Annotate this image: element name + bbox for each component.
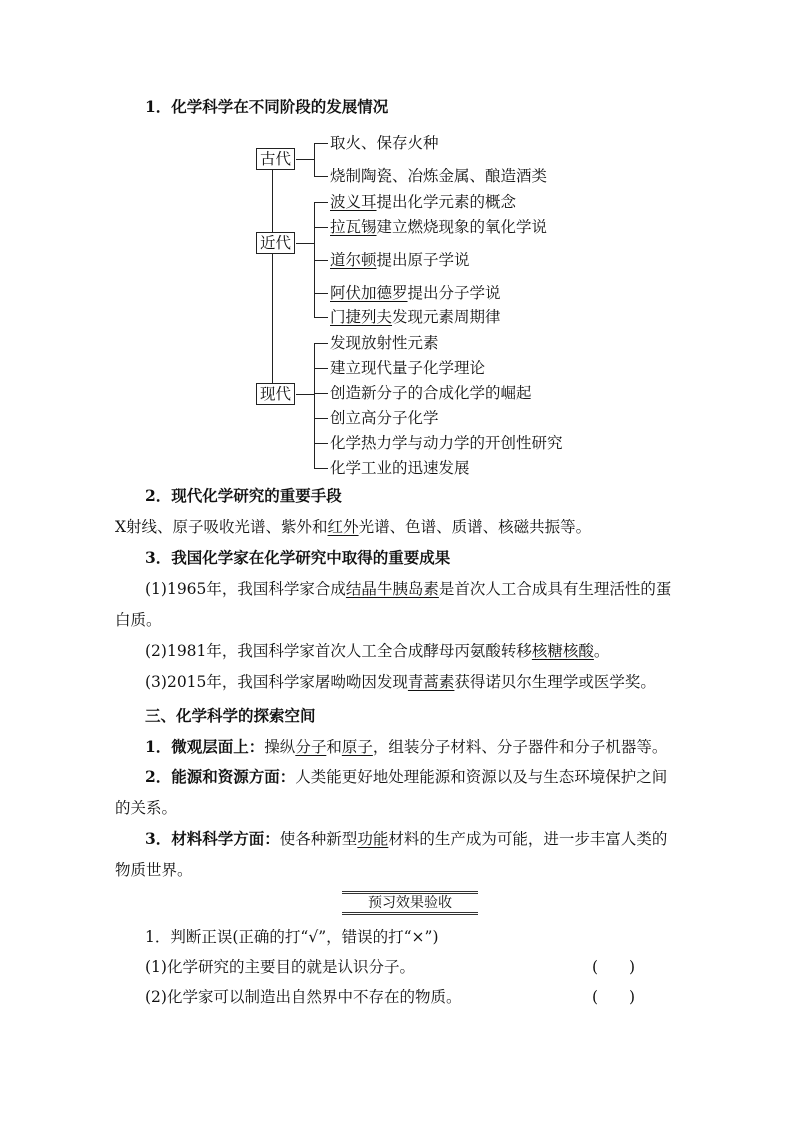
era-item-text: 波义耳 (330, 193, 377, 211)
era-item (330, 408, 439, 428)
tree-tick (314, 468, 328, 469)
exploration-2-cont: 的关系。 (115, 799, 178, 817)
exploration-2: 2．能源和资源方面：人类能更好地处理能源和资源以及与生态环境保护之间 (145, 767, 668, 786)
tree-tick (314, 293, 328, 294)
tree-tick (314, 317, 328, 318)
era-item (330, 217, 547, 237)
era-item (330, 166, 547, 186)
era-item-text: 建立燃烧现象的氧化学说 (376, 218, 548, 236)
era-item (330, 250, 470, 270)
tree-tick (314, 368, 328, 369)
tree-trunk (272, 254, 273, 383)
era-item (330, 307, 501, 327)
era-item (330, 383, 532, 403)
era-item-text: 化学工业的迅速发展 (330, 459, 470, 477)
era-item (330, 333, 439, 353)
exploration-1: 1．微观层面上：操纵分子和原子，组装分子材料、分子器件和分子机器等。 (145, 737, 668, 756)
answer-blank-1[interactable]: ( ) (592, 958, 636, 976)
era-item-text: 创立高分子化学 (330, 409, 439, 427)
achievement-3: (3)2015年，我国科学家屠呦呦因发现青蒿素获得诺贝尔生理学或医学奖。 (145, 673, 656, 691)
tree-branch-line (314, 143, 315, 176)
answer-blank-2[interactable]: ( ) (592, 988, 636, 1006)
tree-tick (314, 393, 328, 394)
question-1: (1)化学研究的主要目的就是认识分子。 (145, 958, 415, 976)
exploration-3-cont: 物质世界。 (115, 861, 193, 879)
era-label: 近代 (256, 232, 295, 254)
achievement-1-cont: 白质。 (115, 611, 162, 629)
era-item-text: 拉瓦锡 (330, 218, 377, 236)
tree-tick (314, 418, 328, 419)
tree-tick (314, 343, 328, 344)
era-item-text: 道尔顿 (330, 251, 377, 269)
review-banner-label: 预习效果验收 (368, 895, 452, 911)
era-item-text: 取火、保存火种 (330, 134, 439, 152)
era-item-text: 发现放射性元素 (330, 334, 439, 352)
tree-tick (314, 176, 328, 177)
tree-tick (314, 227, 328, 228)
era-item-text: 提出化学元素的概念 (376, 193, 517, 211)
achievement-2: (2)1981年，我国科学家首次人工全合成酵母丙氨酸转移核糖核酸。 (145, 642, 610, 660)
era-item-text: 门捷列夫 (330, 308, 393, 326)
tree-connector (296, 243, 314, 244)
era-item-text: 创造新分子的合成化学的崛起 (330, 384, 532, 402)
era-item-text: 建立现代量子化学理论 (330, 359, 486, 377)
era-item-text: 化学热力学与动力学的开创性研究 (330, 434, 563, 452)
section-heading-methods: 2．现代化学研究的重要手段 (145, 486, 342, 505)
tree-tick (314, 443, 328, 444)
tree-connector (296, 394, 314, 395)
tree-tick (314, 202, 328, 203)
era-item-text: 烧制陶瓷、冶炼金属、酿造酒类 (330, 167, 548, 185)
era-item (330, 133, 439, 153)
era-item-text: 提出原子学说 (376, 251, 470, 269)
era-item-text: 提出分子学说 (407, 284, 501, 302)
era-item (330, 358, 485, 378)
achievement-1: (1)1965年，我国科学家合成结晶牛胰岛素是首次人工合成具有生理活性的蛋 (145, 580, 672, 598)
tree-branch-line (314, 343, 315, 468)
section-heading-development: 1．化学科学在不同阶段的发展情况 (145, 97, 389, 116)
tree-connector (296, 159, 314, 160)
era-label: 现代 (256, 383, 295, 405)
era-item-text: 发现元素周期律 (392, 308, 501, 326)
review-banner (342, 891, 478, 915)
era-label: 古代 (256, 148, 295, 170)
question-heading: 1．判断正误(正确的打“√”，错误的打“×”) (145, 928, 439, 946)
tree-tick (314, 143, 328, 144)
era-item (330, 283, 501, 303)
tree-trunk (272, 170, 273, 232)
question-2: (2)化学家可以制造出自然界中不存在的物质。 (145, 988, 462, 1006)
methods-text: X射线、原子吸收光谱、紫外和红外光谱、色谱、质谱、核磁共振等。 (115, 518, 592, 536)
exploration-3: 3．材料科学方面：使各种新型功能材料的生产成为可能，进一步丰富人类的 (145, 829, 668, 848)
era-item (330, 433, 563, 453)
era-item (330, 192, 516, 212)
era-item-text: 阿伏加德罗 (330, 284, 408, 302)
tree-tick (314, 260, 328, 261)
section-heading-achievements: 3．我国化学家在化学研究中取得的重要成果 (145, 548, 451, 567)
section-heading-exploration: 三、化学科学的探索空间 (145, 706, 316, 725)
era-item (330, 458, 470, 478)
